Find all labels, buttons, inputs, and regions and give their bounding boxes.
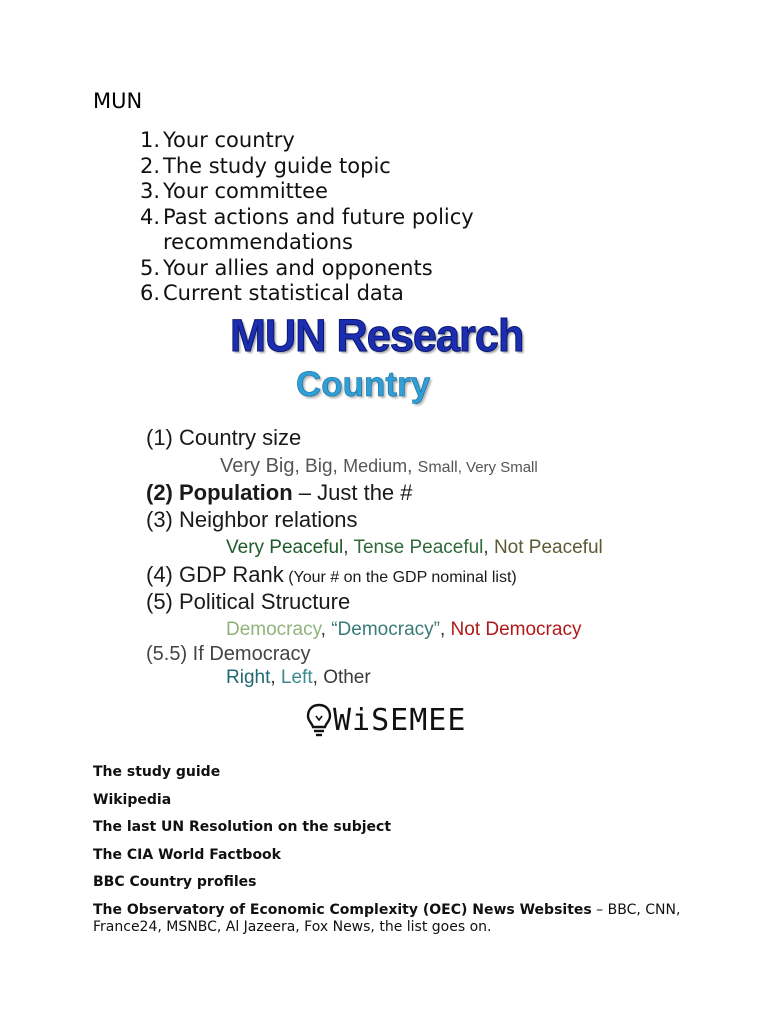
wisemee-logo xyxy=(305,702,466,738)
political-structure-options: Democracy, “Democracy”, Not Democracy xyxy=(226,619,582,640)
infographic-subtitle: Country xyxy=(296,365,431,404)
neighbor-relations-options: Very Peaceful, Tense Peaceful, Not Peaceful xyxy=(226,537,603,558)
source-wikipedia: Wikipedia xyxy=(93,791,172,808)
infographic-title: MUN Research xyxy=(230,310,524,361)
if-democracy-options: Right, Left, Other xyxy=(226,667,371,688)
political-structure-heading: (5) Political Structure xyxy=(146,589,351,614)
source-bbc-profiles: BBC Country profiles xyxy=(93,874,257,890)
logo-text: WiSEMEE xyxy=(333,702,467,738)
neighbor-relations-heading: (3) Neighbor relations xyxy=(146,507,358,532)
country-size-options: Very Big, Big, Medium, Small, Very Small xyxy=(220,455,538,477)
if-democracy-heading: (5.5) If Democracy xyxy=(146,643,311,665)
source-oec-news: The Observatory of Economic Complexity (OEC) News Websites – BBC, CNN, France24, MSNBC, Al Jazeera, Fox News, the list goes on. xyxy=(93,901,681,935)
mun-research-infographic xyxy=(140,310,660,750)
list-item: 6. Current statistical data xyxy=(140,281,404,305)
research-list xyxy=(140,128,543,307)
sources-list xyxy=(93,764,693,936)
list-item: 4. Past actions and future policy recommendations xyxy=(140,204,474,254)
list-item: 5. Your allies and opponents xyxy=(140,255,433,280)
population-heading: (2) Population – Just the # xyxy=(146,480,413,505)
country-size-heading: (1) Country size xyxy=(146,425,302,450)
page-title: MUN xyxy=(93,89,143,113)
list-item: 3. Your committee xyxy=(140,179,328,203)
source-cia-factbook: The CIA World Factbook xyxy=(93,846,281,863)
list-item: 2. The study guide topic xyxy=(140,153,391,178)
source-study-guide: The study guide xyxy=(93,764,221,780)
gdp-rank-heading: (4) GDP Rank (Your # on the GDP nominal list) xyxy=(146,562,517,587)
lightbulb-icon xyxy=(305,702,333,738)
list-item: 1. Your country xyxy=(140,128,295,152)
source-un-resolution: The last UN Resolution on the subject xyxy=(93,819,392,835)
